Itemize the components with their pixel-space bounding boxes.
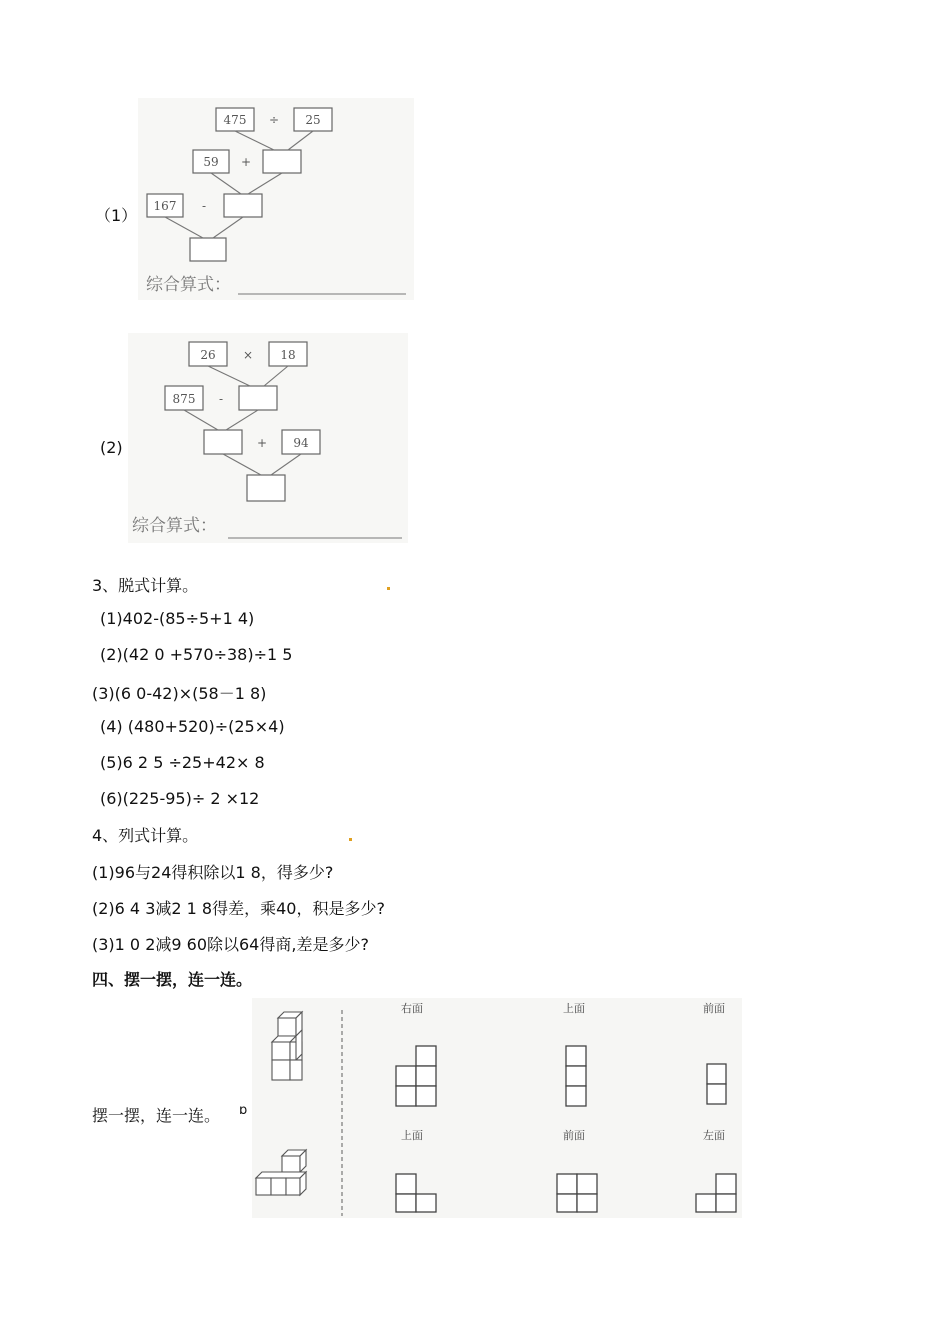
tree1-num-a: 475 [223,113,247,127]
calc-item-4: (4) (480+520)÷(25×4) [100,717,285,736]
part4-side-label: 摆一摆，连一连。 [92,1106,221,1125]
view-shape-front-2 [557,1174,597,1212]
decorative-dot [387,587,390,590]
tree2-op-b: - [218,392,224,406]
calc-item-3: (3)(6 0-42)×(58－1 8) [92,684,267,703]
decorative-dot [349,838,352,841]
part4-heading: 四、摆一摆，连一连。 [92,970,253,989]
tree1-label: （1） [95,206,138,225]
tree2-num-d: 94 [293,436,309,450]
tree1-box-empty2 [224,194,262,217]
calc-item-5: (5)6 2 5 ÷25+42× 8 [100,753,265,772]
word-item-2: (2)6 4 3减2 1 8得差，乘40，积是多少? [92,899,385,918]
word-item-3: (3)1 0 2减9 60除以64得商,差是多少? [92,935,369,954]
tree1-op-a: ÷ [268,113,280,127]
tree1-box-empty1 [263,150,301,173]
tree2-label: (2) [100,438,123,457]
tree2-num-c: 875 [172,392,196,406]
tree1-diagram [138,98,414,304]
view-shape-top [566,1046,586,1106]
tree2-op-a: × [242,348,254,362]
calc-item-1: (1)402-(85÷5+1 4) [100,609,255,628]
tree2-box-empty1 [239,386,277,410]
tree1-formula-label: 综合算式： [146,275,231,295]
calc-item-6: (6)(225-95)÷ 2 ×12 [100,789,260,808]
view-label-top-2: 上面 [401,1129,423,1142]
view-label-top: 上面 [563,1002,585,1015]
tree1-op-c: - [201,199,207,213]
tree2-num-a: 26 [200,348,216,362]
tree1-box-result [190,238,226,261]
views-svg [252,998,742,1218]
tree2-op-c: + [256,436,268,450]
section4-title: 4、列式计算。 [92,826,199,845]
view-label-right: 右面 [401,1002,423,1015]
tree1-svg [138,98,414,300]
tree2-formula-label: 综合算式： [132,516,217,536]
tree2-svg [128,333,408,543]
tree2-box-empty2 [204,430,242,454]
view-label-front-2: 前面 [563,1129,585,1142]
tree2-num-b: 18 [280,348,296,362]
view-shape-front [707,1064,726,1104]
word-item-1: (1)96与24得积除以1 8，得多少? [92,863,334,882]
tree1-num-d: 167 [153,199,177,213]
tree1-op-b: + [240,155,252,169]
tree2-diagram [128,333,408,547]
section3-title: 3、脱式计算。 [92,576,199,595]
calc-item-2: (2)(42 0 +570÷38)÷1 5 [100,645,293,664]
small-mark-icon: ɒ [239,1103,248,1118]
view-label-front: 前面 [703,1002,725,1015]
tree1-num-c: 59 [203,155,219,169]
tree1-num-b: 25 [305,113,321,127]
view-label-left: 左面 [703,1129,725,1142]
views-figure [252,998,742,1222]
tree2-box-result [247,475,285,501]
